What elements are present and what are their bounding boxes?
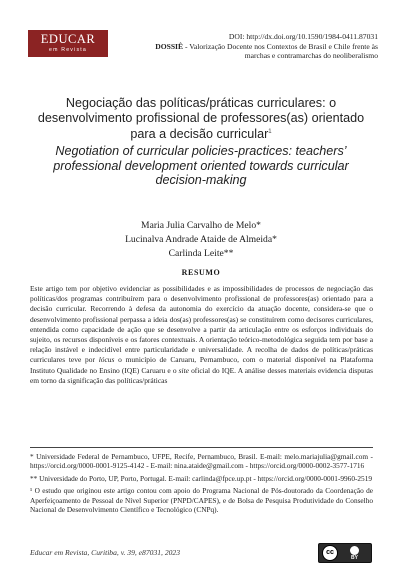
abstract-italic-term: lócus — [98, 355, 115, 365]
title-footnote-marker[interactable]: 1 — [268, 129, 272, 136]
logo-main-text: EDUCAR — [40, 32, 96, 46]
abstract-heading: RESUMO — [181, 268, 221, 277]
author-name: Carlinda Leite** — [168, 248, 234, 260]
journal-citation: Educar em Revista, Curitiba, v. 39, e87031, 2023 — [30, 548, 181, 557]
abstract-text-part: Este artigo tem por objetivo evidenciar as possibilidades e as impossibilidades de processos de negociação das políticas/dos programas contribuírem para o desenvolvimento profissional de professores(as) orientado para a decisão curricular. Recorrendo à defesa da autonomia do exercício da atuação docente, considera-se que o desenvolvimento profissional perpassa a ideia dos(as) professores(as) se constituírem como decisores curriculares, entendida como capacidade de ação que se desenvolve a partir da articulação entre os esforços individuais do sujeito, os recursos disponíveis e os fatores contextuais. A orientação teórico-metodológica seguida tem por base a relação instável e indecidível entre particularidade e universalidade. A recolha de dados de políticas/práticas curriculares teve por — [30, 284, 373, 365]
abstract-italic-term: site — [178, 365, 189, 375]
abstract-text-part: oficial do IQE. A análise desses materiais evidencia disputas em torno da significação das políticas/práticas — [30, 365, 373, 385]
logo-sub-text: em Revista — [49, 47, 87, 53]
attribution-person-icon — [350, 546, 359, 555]
footnote-divider — [30, 447, 373, 448]
footnote: * Universidade Federal de Pernambuco, UFPE, Recife, Pernambuco, Brasil. E-mail: melo.mariajulia@gmail.com - https://orcid.org/0000-0001-9125-4142 - E-mail: nina.ataide@gmail.com - https://orcid.org/0000-0002-3577-1716 — [30, 452, 373, 471]
cc-license-badge[interactable] — [318, 543, 372, 563]
title-english: Negotiation of curricular policies-practices: teachers’ professional development oriented towards curricular decision-making — [53, 144, 349, 188]
footnote: ** Universidade do Porto, UP, Porto, Portugal. E-mail: carlinda@fpce.up.pt - https://orcid.org/0000-0001-9960-2519 — [30, 473, 372, 483]
journal-logo — [28, 30, 108, 57]
doi-link[interactable]: DOI: http://dx.doi.org/10.1590/1984-0411.87031 — [228, 32, 378, 41]
abstract-text — [30, 284, 373, 386]
creative-commons-icon: cc — [322, 545, 338, 561]
footnote: ¹ O estudo que originou este artigo contou com apoio do Programa Nacional de Pós-doutorado da Coordenação de Aperfeiçoamento de Pessoal de Nível Superior (PNPD/CAPES), e de Bolsa de Pesquisa Produtividade do Conselho Nacional de Desenvolvimento Científico e Tecnológico (CNPq). — [30, 486, 373, 515]
author-list — [30, 219, 372, 262]
author-name: Lucinalva Andrade Ataide de Almeida* — [125, 234, 277, 246]
abstract-text-part: o município de Caruaru, Pernambuco, com o material disponível na Plataforma Instituto Qualidade no Ensino (IQE) Caruaru e o — [30, 355, 374, 375]
dossie-line — [155, 42, 378, 61]
title-portuguese-text: Negociação das políticas/práticas curriculares: o desenvolvimento profissional de professores(as) orientado para a decisão curricular — [37, 96, 365, 142]
attribution-block — [338, 544, 371, 562]
license-by-label: BY — [351, 554, 358, 561]
article-header-info — [148, 32, 378, 61]
footnotes-section — [30, 452, 373, 517]
title-portuguese — [30, 96, 372, 142]
dossie-label: DOSSIÊ — [155, 41, 184, 51]
dossie-text: - Valorização Docente nos Contextos de Brasil e Chile frente às marchas e contramarchas do neoliberalismo — [183, 41, 378, 61]
author-name: Maria Julia Carvalho de Melo* — [141, 220, 261, 231]
